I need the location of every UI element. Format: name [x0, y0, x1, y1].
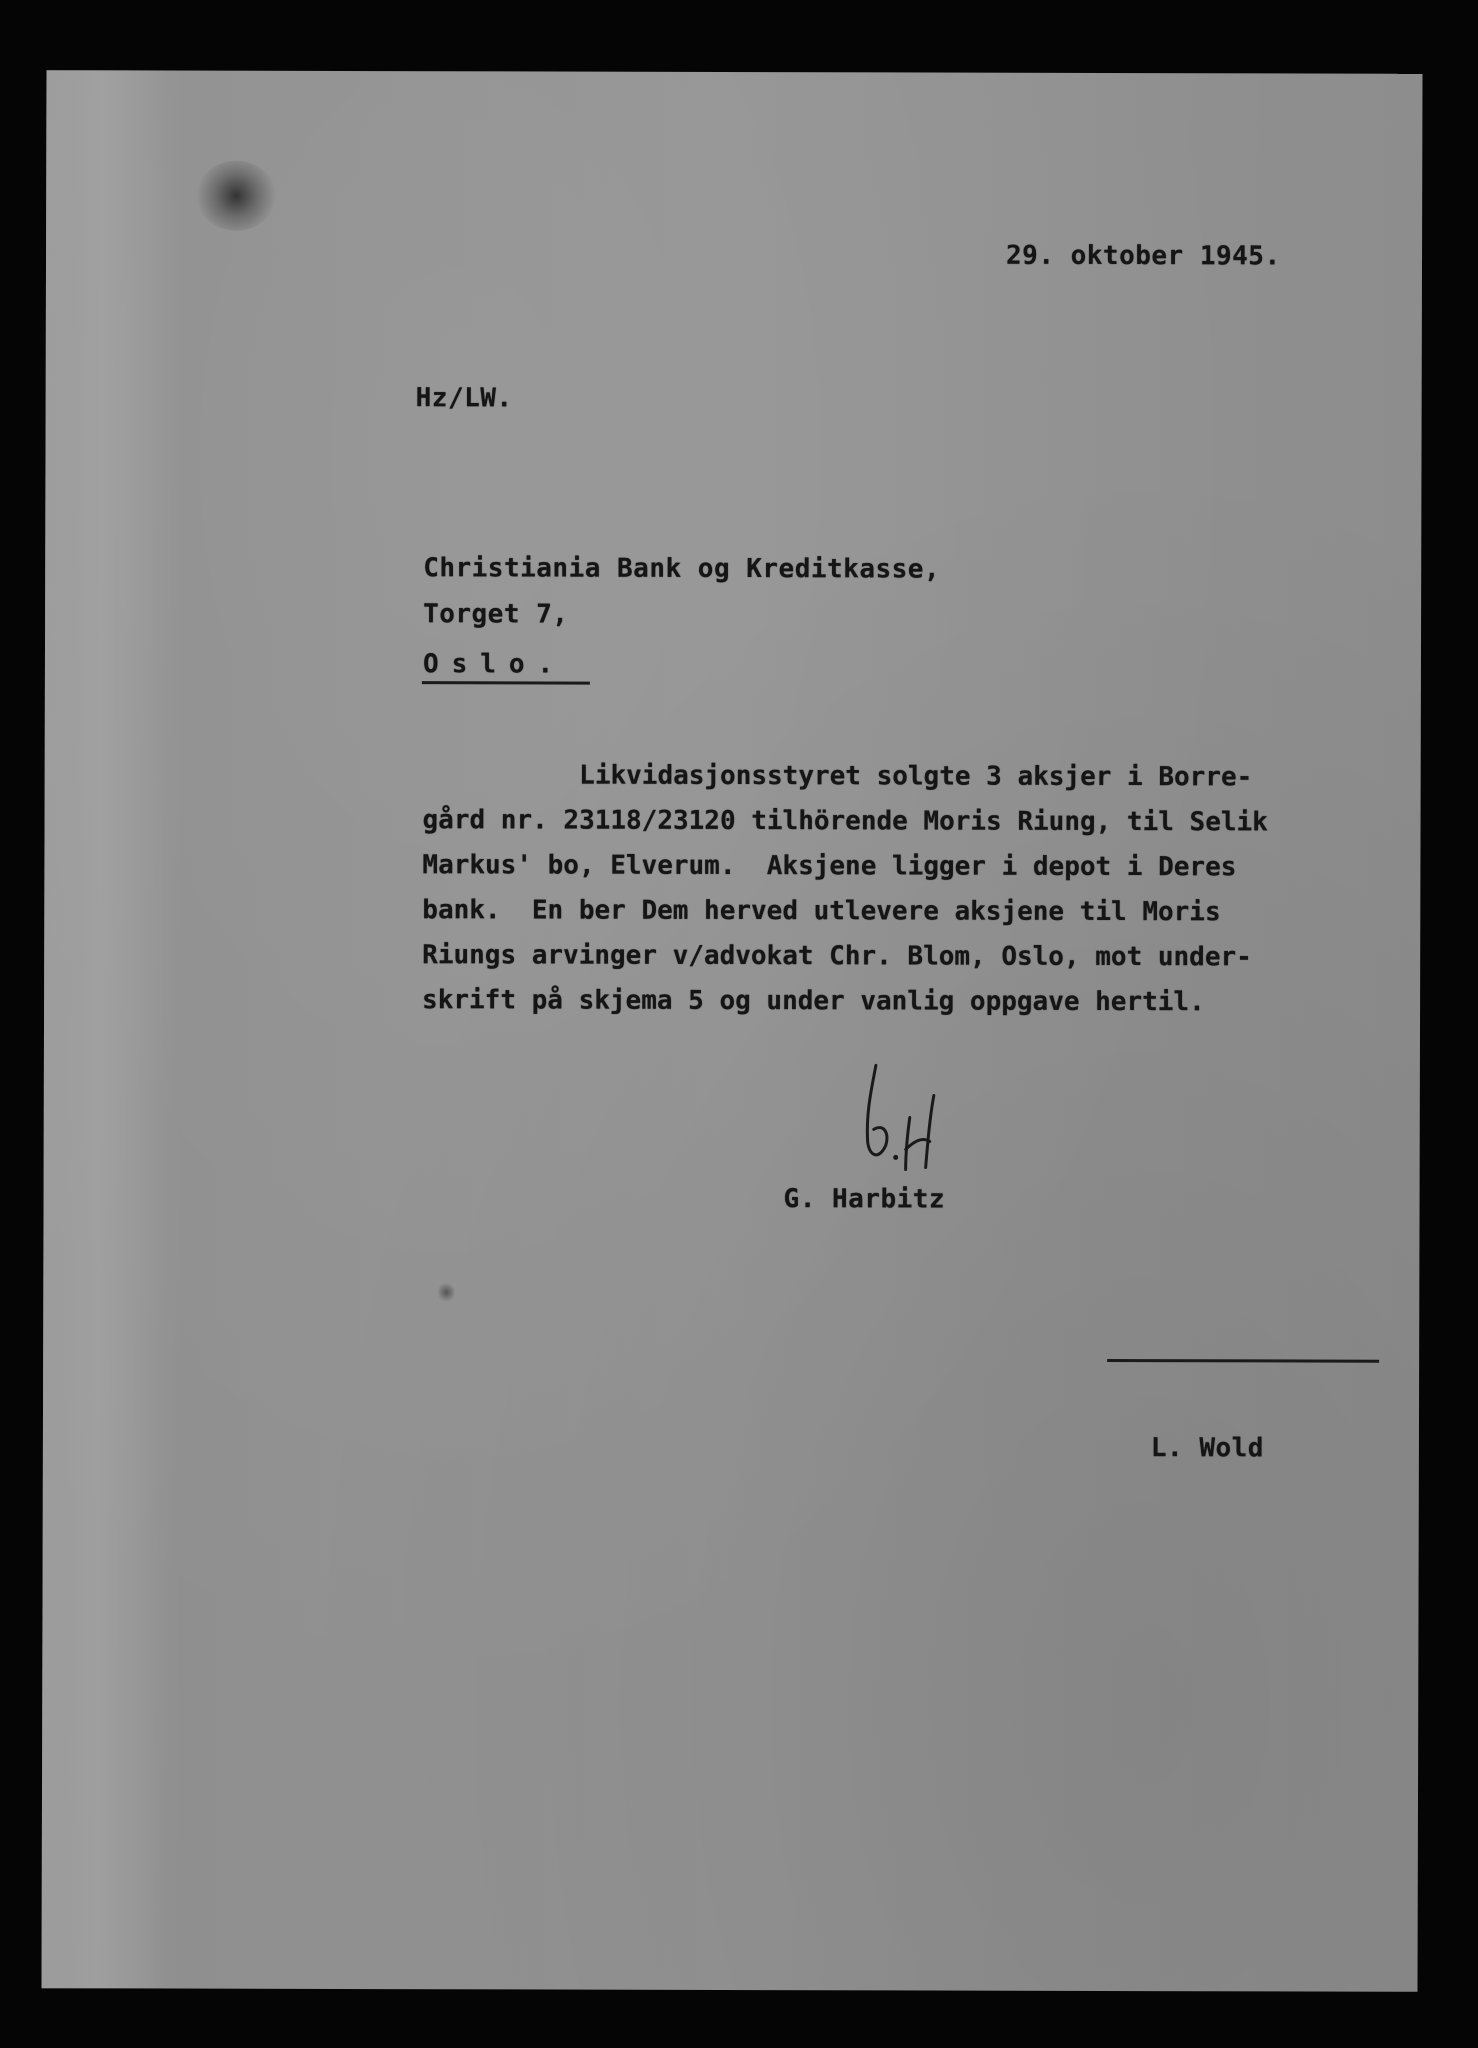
recipient-street: Torget 7, [423, 599, 569, 630]
city-underline [422, 681, 590, 684]
body-line: Markus' bo, Elverum. Aksjene ligger i depot i Deres [422, 850, 1237, 883]
body-line: bank. En ber Dem herved utlevere aksjene til Moris [422, 895, 1221, 928]
reference-code: Hz/LW. [415, 383, 513, 414]
recipient-city: Oslo. [422, 649, 567, 680]
body-line: gård nr. 23118/23120 tilhörende Moris Riung, til Selik [422, 805, 1268, 838]
paper-speck [438, 1281, 454, 1303]
ink-smudge [196, 161, 276, 231]
letter-page [41, 70, 1422, 1992]
body-line: Riungs arvinger v/advokat Chr. Blom, Oslo, mot under- [422, 940, 1252, 973]
second-signer-name: L. Wold [1150, 1433, 1265, 1464]
recipient-name: Christiania Bank og Kreditkasse, [423, 553, 941, 585]
letter-body [422, 753, 1463, 1026]
letter-date: 29. oktober 1945. [1005, 240, 1281, 272]
body-line: Likvidasjonsstyret solgte 3 aksjer i Borre- [422, 760, 1253, 793]
signer-name: G. Harbitz [783, 1184, 946, 1215]
signature-line [1107, 1359, 1379, 1363]
body-line: skrift på skjema 5 og under vanlig oppgave hertil. [422, 985, 1205, 1018]
handwritten-signature [844, 1057, 954, 1177]
